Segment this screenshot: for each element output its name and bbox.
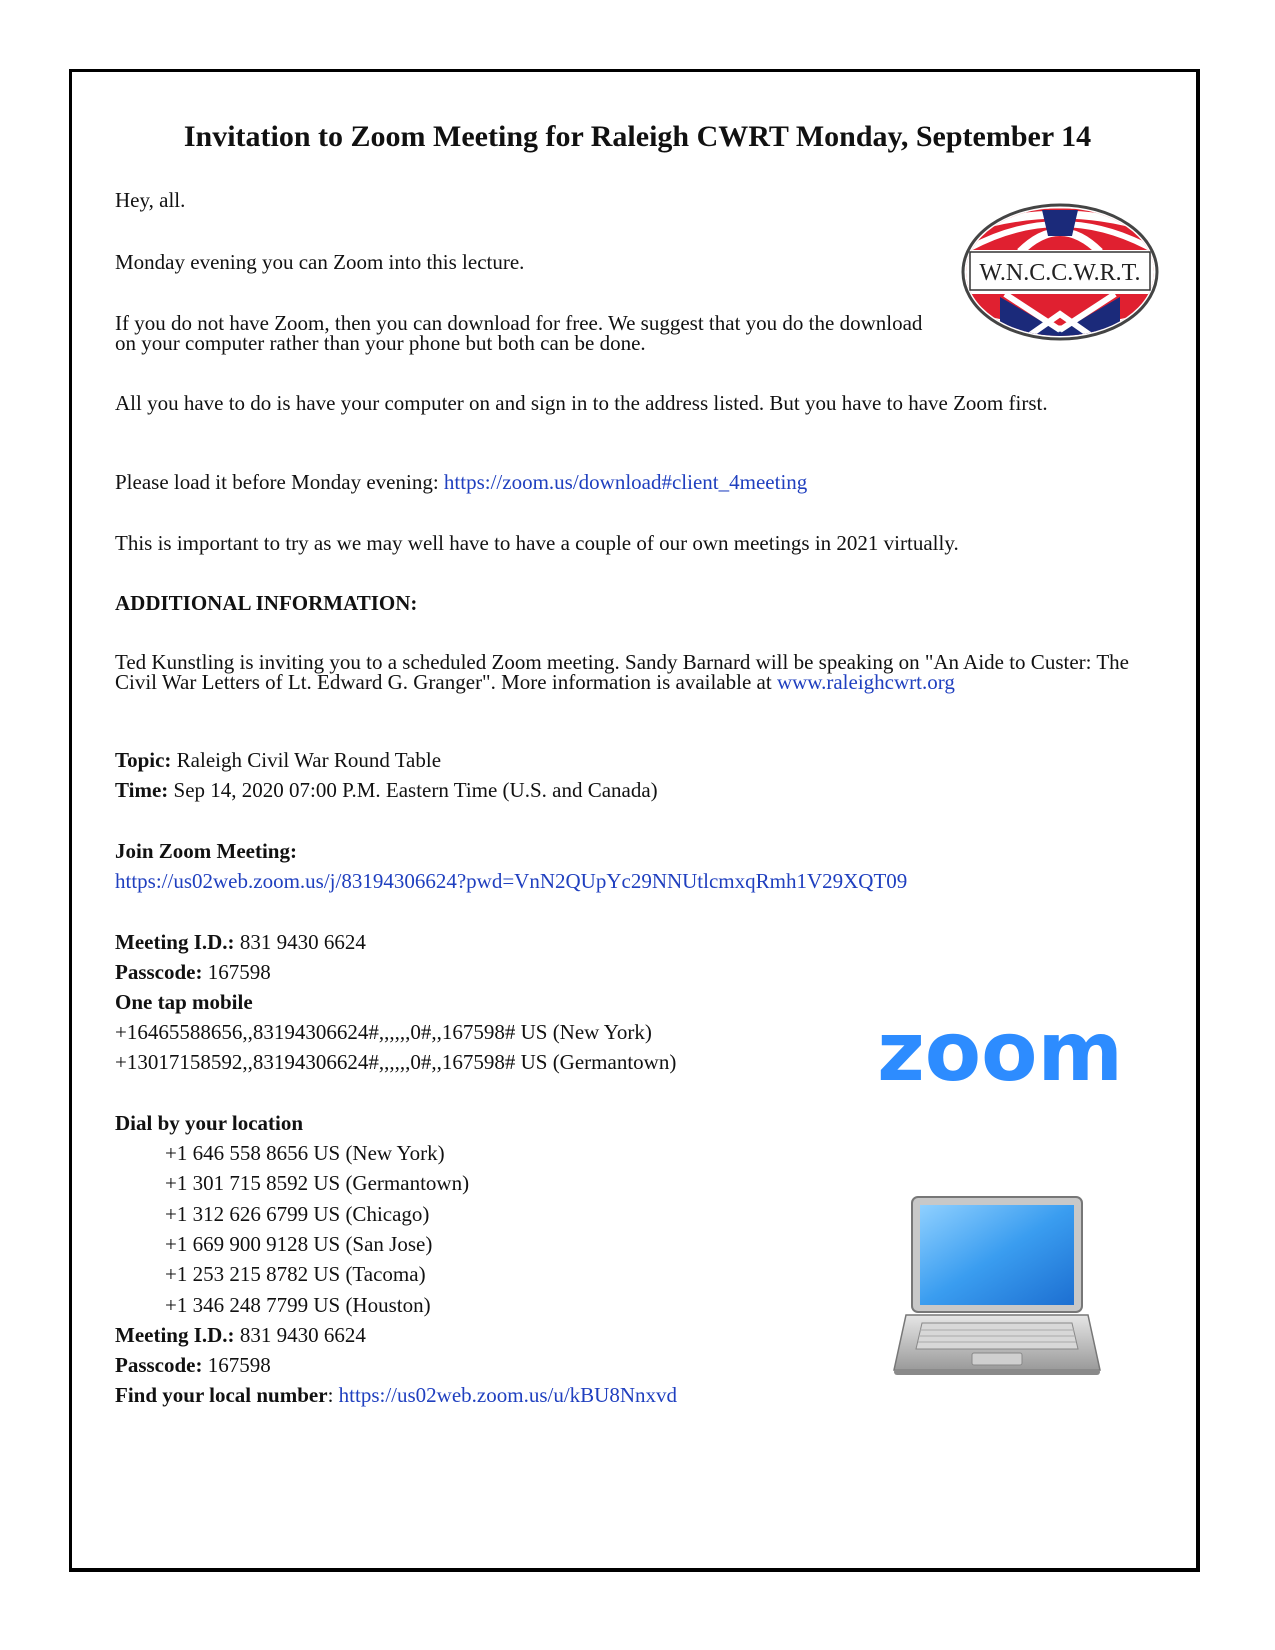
invite-paragraph <box>115 652 1175 692</box>
additional-heading: ADDITIONAL INFORMATION: <box>115 591 418 615</box>
passcode-label: Passcode: <box>115 960 203 984</box>
local-number-link[interactable]: https://us02web.zoom.us/u/kBU8Nnxvd <box>338 1383 677 1407</box>
topic-value: Raleigh Civil War Round Table <box>171 748 442 772</box>
dial-number: +1 253 215 8782 US (Tacoma) <box>165 1262 426 1286</box>
passcode-label: Passcode: <box>115 1353 203 1377</box>
time-value: Sep 14, 2020 07:00 P.M. Eastern Time (U.S. and Canada) <box>168 778 658 802</box>
meeting-id-label: Meeting I.D.: <box>115 1323 235 1347</box>
invite-text: Ted Kunstling is inviting you to a scheduled Zoom meeting. Sandy Barnard will be speaking on "An Aide to Custer: The Civil War Letters of Lt. Edward G. Granger". More information is available at <box>115 650 1129 694</box>
join-label: Join Zoom Meeting: <box>115 839 297 863</box>
zoom-download-link[interactable]: https://zoom.us/download#client_4meeting <box>443 470 808 494</box>
topic-label: Topic: <box>115 748 172 772</box>
meeting-id-value: 831 9430 6624 <box>234 930 366 954</box>
dial-label: Dial by your location <box>115 1111 304 1135</box>
dial-number: +1 312 626 6799 US (Chicago) <box>165 1202 430 1226</box>
wnccwrt-logo <box>960 202 1160 342</box>
time-label: Time: <box>115 778 169 802</box>
laptop-icon <box>892 1195 1102 1380</box>
one-tap-label: One tap mobile <box>115 990 253 1014</box>
local-separator: : <box>327 1383 339 1407</box>
page-title: Invitation to Zoom Meeting for Raleigh CWRT Monday, September 14 <box>183 120 1092 153</box>
dial-number: +1 301 715 8592 US (Germantown) <box>165 1171 470 1195</box>
one-tap-line: +16465588656,,83194306624#,,,,,,0#,,167598# US (New York) <box>115 1020 652 1044</box>
passcode-line <box>115 1353 271 1377</box>
paragraph-zoom-lecture: Monday evening you can Zoom into this lecture. <box>115 250 525 274</box>
time-line <box>115 778 658 802</box>
meeting-id-label: Meeting I.D.: <box>115 930 235 954</box>
dial-number: +1 346 248 7799 US (Houston) <box>165 1293 431 1317</box>
topic-line <box>115 748 441 772</box>
raleighcwrt-link[interactable]: www.raleighcwrt.org <box>776 670 955 694</box>
greeting: Hey, all. <box>115 188 186 212</box>
local-number-label: Find your local number <box>115 1383 328 1407</box>
meeting-id-value: 831 9430 6624 <box>234 1323 366 1347</box>
passcode-value: 167598 <box>202 960 271 984</box>
paragraph-sign-in: All you have to do is have your computer on and sign in to the address listed. But you have to have Zoom first. <box>115 391 1048 415</box>
load-text: Please load it before Monday evening: <box>115 470 444 494</box>
zoom-logo-text: zoom <box>877 1010 1123 1100</box>
paragraph-load-before <box>115 472 1175 492</box>
paragraph-important: This is important to try as we may well have to have a couple of our own meetings in 2021 virtually. <box>115 531 959 555</box>
paragraph-download: If you do not have Zoom, then you can download for free. We suggest that you do the download on your computer rather than your phone but both can be done. <box>115 311 923 355</box>
passcode-line <box>115 960 271 984</box>
wnccwrt-logo-text: W.N.C.C.W.R.T. <box>979 260 1141 286</box>
meeting-id-line <box>115 930 366 954</box>
zoom-logo <box>860 1010 1140 1100</box>
meeting-id-line <box>115 1323 366 1347</box>
local-number-line <box>115 1383 677 1407</box>
dial-number: +1 669 900 9128 US (San Jose) <box>165 1232 433 1256</box>
one-tap-line: +13017158592,,83194306624#,,,,,,0#,,167598# US (Germantown) <box>115 1050 677 1074</box>
passcode-value: 167598 <box>202 1353 271 1377</box>
join-meeting-link[interactable]: https://us02web.zoom.us/j/83194306624?pwd=VnN2QUpYc29NNUtlcmxqRmh1V29XQT09 <box>115 869 908 893</box>
dial-number: +1 646 558 8656 US (New York) <box>165 1141 445 1165</box>
